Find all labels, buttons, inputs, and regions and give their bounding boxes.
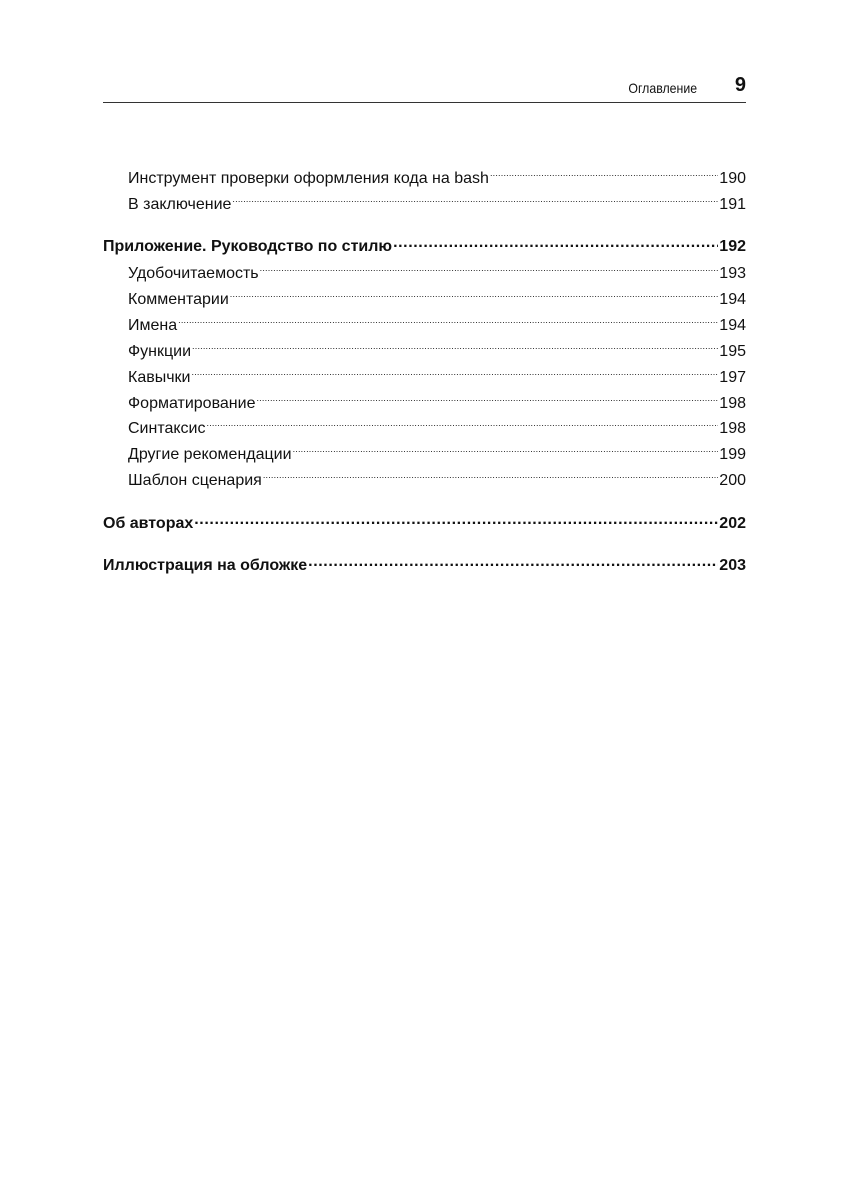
- toc-entry-title: Комментарии: [128, 291, 229, 308]
- toc-entry[interactable]: [128, 256, 746, 282]
- toc-entry-title: Функции: [128, 343, 192, 360]
- toc-entry[interactable]: [128, 360, 746, 386]
- dot-leader: [192, 360, 719, 382]
- toc-section-page: 203: [719, 557, 746, 574]
- toc-section-entry[interactable]: [103, 506, 746, 532]
- toc-entry-title: Шаблон сценария: [128, 472, 262, 489]
- toc-section-title: Об авторах: [103, 515, 194, 532]
- page-number: 9: [734, 74, 746, 96]
- dot-leader: [178, 308, 718, 330]
- running-header-title: Оглавление: [628, 80, 697, 96]
- toc-entry-title: Другие рекомендации: [128, 446, 292, 463]
- toc-entry-page: 194: [719, 291, 746, 308]
- toc-entry-page: 193: [719, 265, 746, 282]
- toc-entry-page: 199: [719, 446, 746, 463]
- toc-entry[interactable]: [128, 437, 746, 463]
- toc-entry-page: 194: [719, 317, 746, 334]
- toc-section-entry[interactable]: [103, 229, 746, 255]
- toc-entry-page: 198: [719, 395, 746, 412]
- dot-leader: [293, 437, 719, 459]
- toc-entry-title: Форматирование: [128, 395, 256, 412]
- toc-entry-page: 200: [719, 472, 746, 489]
- toc-section-page: 192: [719, 238, 746, 255]
- dot-leader: [192, 334, 718, 356]
- running-header: [103, 72, 746, 103]
- toc-entry[interactable]: [128, 386, 746, 412]
- toc-entry-page: 195: [719, 343, 746, 360]
- toc-entry[interactable]: [128, 161, 746, 187]
- toc-entry[interactable]: [128, 187, 746, 213]
- toc-entry-title: Инструмент проверки оформления кода на bash: [128, 170, 489, 187]
- dot-leader: [393, 229, 718, 251]
- toc-section-entry[interactable]: [103, 548, 746, 574]
- toc-section-page: 202: [719, 515, 746, 532]
- toc-entry[interactable]: [128, 308, 746, 334]
- dot-leader: [260, 256, 719, 278]
- dot-leader: [194, 506, 718, 528]
- dot-leader: [232, 187, 718, 209]
- dot-leader: [230, 282, 719, 304]
- dot-leader: [256, 386, 718, 408]
- toc-entry-title: Кавычки: [128, 369, 191, 386]
- dot-leader: [490, 161, 718, 183]
- toc-entry[interactable]: [128, 411, 746, 437]
- toc-entry[interactable]: [128, 463, 746, 489]
- toc-section-title: Иллюстрация на обложке: [103, 557, 308, 574]
- toc-section-title: Приложение. Руководство по стилю: [103, 238, 393, 255]
- toc-entry-title: Синтаксис: [128, 420, 206, 437]
- dot-leader: [263, 463, 718, 485]
- toc-entry[interactable]: [128, 334, 746, 360]
- toc-entry-page: 190: [719, 170, 746, 187]
- toc-entry-page: 191: [719, 196, 746, 213]
- dot-leader: [308, 548, 718, 570]
- toc-entry-title: Имена: [128, 317, 178, 334]
- toc-entry-page: 197: [719, 369, 746, 386]
- toc-entry-page: 198: [719, 420, 746, 437]
- toc-entry-title: В заключение: [128, 196, 232, 213]
- toc-entry-title: Удобочитаемость: [128, 265, 259, 282]
- dot-leader: [207, 411, 719, 433]
- toc-entry[interactable]: [128, 282, 746, 308]
